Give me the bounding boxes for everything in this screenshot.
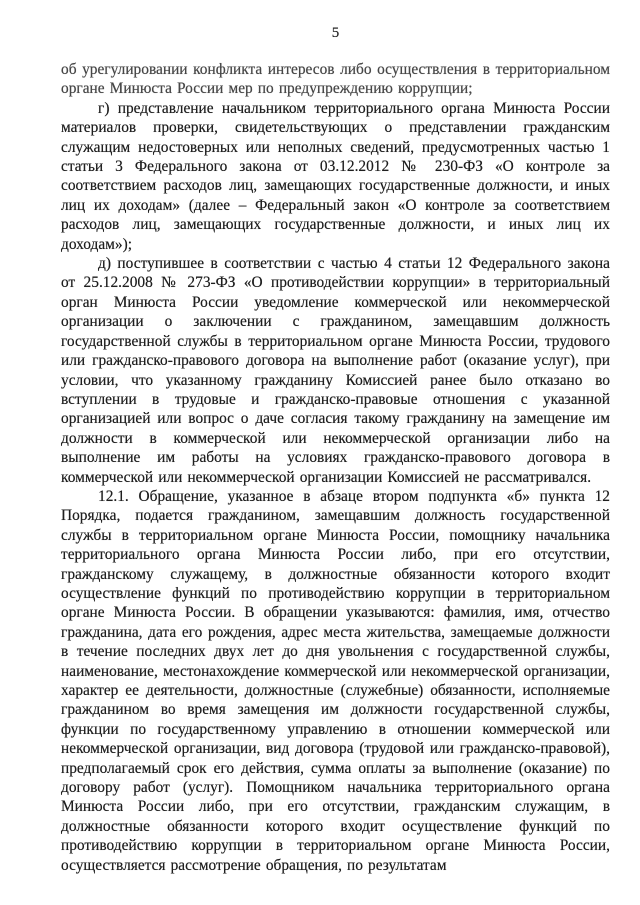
paragraph-clause-12-1: 12.1. Обращение, указанное в абзаце втором подпункта «б» пункта 12 Порядка, подается гражданином, замещавшим должность государственной службы в территориальном органе Минюста России, помощнику начальника территориального органа Минюста России либо, при его отсутствии, гражданскому служащему, в должностные обязанности которого входит осуществление функций по противодействию коррупции в территориальном органе Минюста России. В обращении указываются: фамилия, имя, отчество гражданина, дата его рождения, адрес места жительства, замещаемые должности в течение последних двух лет до дня увольнения с государственной службы, наименование, местонахождение коммерческой или некоммерческой организации, характер ее деятельности, должностные (служебные) обязанности, исполняемые гражданином во время замещения им должности государственной службы, функции по государственному управлению в отношении коммерческой или некоммерческой организации, вид договора (трудовой или гражданско-правовой), предполагаемый срок его действия, сумма оплаты за выполнение (оказание) по договору работ (услуг). Помощником начальника территориального органа Минюста России либо, при его отсутствии, гражданским служащим, в должностные обязанности которого входит осуществление функций по противодействию коррупции в территориальном органе Минюста России, осуществляется рассмотрение обращения, по результатам <box>61 487 610 874</box>
page-number: 5 <box>331 25 340 41</box>
paragraph-item-d: д) поступившее в соответствии с частью 4 статьи 12 Федерального закона от 25.12.2008 № 273-ФЗ «О противодействии коррупции» в территориальный орган Минюста России уведомление коммерческой или некоммерческой организации о заключении с гражданином, замещавшим должность государственной службы в территориальном органе Минюста России, трудового или гражданско-правового договора на выполнение работ (оказание услуг), при условии, что указанному гражданину Комиссией ранее было отказано во вступлении в трудовые и гражданско-правовые отношения с указанной организацией или вопрос о даче согласия такому гражданину на замещение им должности в коммерческой или некоммерческой организации либо на выполнение им работы на условиях гражданско-правового договора в коммерческой или некоммерческой организации Комиссией не рассматривался. <box>61 255 610 486</box>
document-body <box>61 60 610 875</box>
paragraph-item-g: г) представление начальником территориального органа Минюста России материалов проверки, свидетельствующих о представлении гражданским служащим недостоверных или неполных сведений, предусмотренных частью 1 статьи 3 Федерального закона от 03.12.2012 № 230-ФЗ «О контроле за соответствием расходов лиц, замещающих государственные должности, и иных лиц их доходам» (далее – Федеральный закон «О контроле за соответствием расходов лиц, замещающих государственные должности, и иных лиц их доходам»); <box>61 99 610 253</box>
paragraph-continuation: об урегулировании конфликта интересов либо осуществления в территориальном органе Минюста России мер по предупреждению коррупции; <box>61 61 610 98</box>
